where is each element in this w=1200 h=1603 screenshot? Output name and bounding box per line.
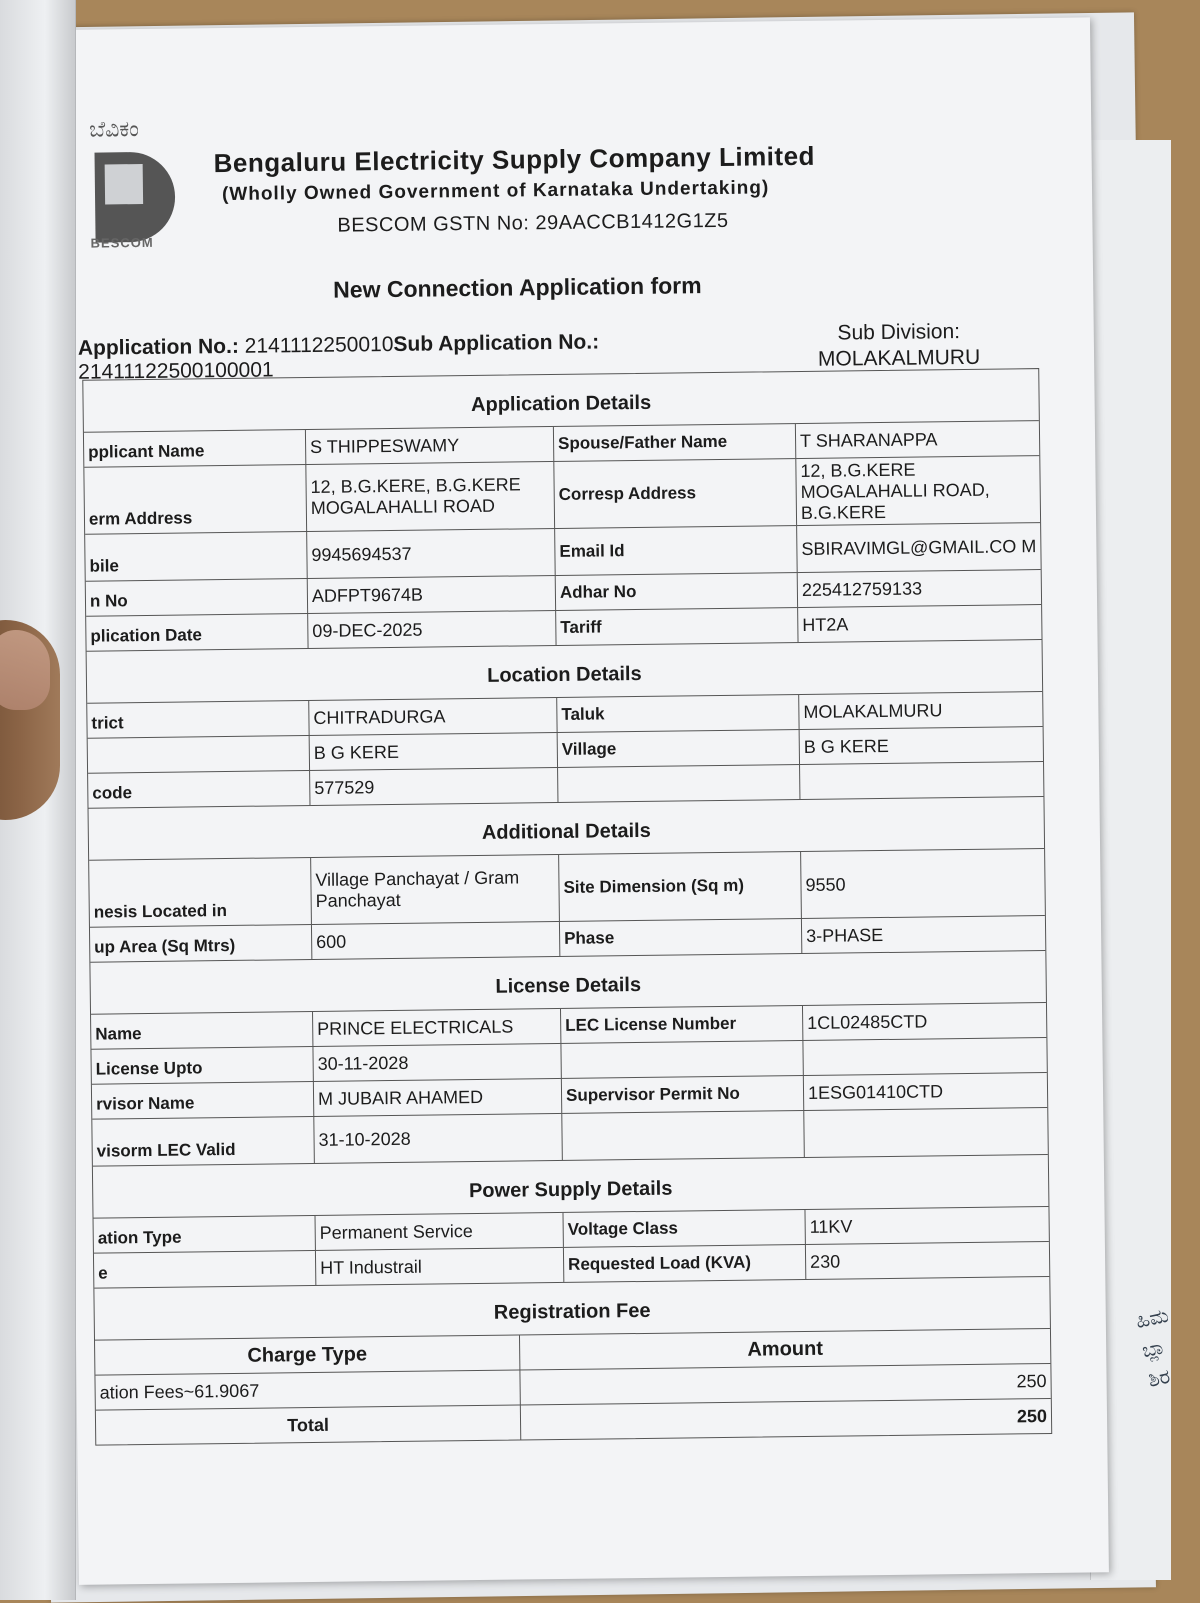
field-label	[561, 1041, 803, 1078]
sub-division	[799, 319, 1000, 373]
field-label: Taluk	[557, 695, 799, 732]
charge-type-header: Charge Type	[95, 1335, 520, 1374]
field-value: SBIRAVIMGL@GMAIL.CO M	[801, 535, 1037, 559]
field-label: erm Address	[84, 465, 307, 534]
field-value: Permanent Service	[316, 1213, 564, 1250]
field-value: HT2A	[802, 613, 849, 635]
field-label: Requested Load (KVA)	[564, 1245, 806, 1282]
field-value: 1ESG01410CTD	[807, 1080, 944, 1103]
field-value: 225412759133	[801, 578, 923, 600]
field-value: 230	[809, 1251, 841, 1272]
field-label: code	[88, 771, 310, 808]
field-label: pplicant Name	[84, 430, 306, 467]
sub-application-label: Sub Application No.:	[393, 330, 600, 356]
total-amount: 250	[1016, 1405, 1048, 1426]
field-label: Village	[558, 730, 800, 767]
field-value: B G KERE	[310, 733, 558, 770]
logo-text: BESCOM	[90, 234, 154, 251]
field-label: rvisor Name	[92, 1082, 314, 1119]
section-license-details: License Details	[90, 951, 1046, 1015]
field-value: 9550	[805, 873, 846, 895]
field-label: Email Id	[555, 526, 798, 575]
field-label: nesis Located in	[89, 858, 312, 927]
application-no-label: Application No.:	[77, 334, 240, 360]
sub-division-label: Sub Division:	[837, 320, 961, 345]
field-value: S THIPPESWAMY	[306, 427, 554, 464]
company-subtitle: (Wholly Owned Government of Karnataka Undertaking)	[221, 177, 770, 206]
table-row	[84, 456, 1040, 535]
section-additional-details: Additional Details	[89, 797, 1045, 861]
charge-type-cell: ation Fees~61.9067	[95, 1370, 520, 1409]
field-value: HT Industrail	[316, 1248, 564, 1285]
field-value: 30-11-2028	[313, 1044, 561, 1081]
gstn-number: BESCOM GSTN No: 29AACCB1412G1Z5	[337, 209, 729, 237]
field-label: Site Dimension (Sq m)	[559, 852, 802, 921]
thumbnail	[0, 630, 50, 710]
field-value: Village Panchayat / Gram Panchayat	[311, 855, 560, 924]
field-value: ADFPT9674B	[308, 576, 556, 613]
sub-division-value: MOLAKALMURU	[817, 345, 981, 371]
field-label	[562, 1111, 805, 1160]
field-label: Adhar No	[556, 573, 798, 610]
field-value: 1CL02485CTD	[807, 1010, 928, 1033]
total-label: Total	[96, 1405, 521, 1444]
margin-handwriting: ಹಿಮ ಬ್ಲಾ ಶಿರ	[1133, 1302, 1173, 1392]
sub-application-value: 21411122500100001	[78, 358, 274, 384]
field-label	[88, 736, 310, 773]
field-value: CHITRADURGA	[309, 698, 557, 735]
field-label: plication Date	[86, 614, 308, 651]
field-value	[803, 1038, 1046, 1075]
logo-b-icon	[95, 152, 176, 243]
field-label: up Area (Sq Mtrs)	[90, 925, 312, 962]
field-value: 3-PHASE	[805, 924, 884, 946]
field-label: trict	[87, 701, 309, 738]
amount-header: Amount	[747, 1337, 824, 1361]
field-value: MOLAKALMURU	[803, 699, 943, 722]
details-table	[82, 368, 1052, 1446]
field-label: bile	[85, 532, 308, 581]
field-value: 577529	[310, 768, 558, 805]
field-value: B G KERE	[803, 735, 889, 757]
section-power-supply-details: Power Supply Details	[93, 1155, 1049, 1219]
field-label	[558, 765, 800, 802]
field-value: 09-DEC-2025	[308, 611, 556, 648]
field-label: LEC License Number	[561, 1006, 803, 1043]
field-label: Corresp Address	[554, 459, 797, 528]
amount-cell: 250	[1016, 1370, 1047, 1391]
field-value: 31-10-2028	[314, 1114, 563, 1163]
field-label: License Upto	[91, 1047, 313, 1084]
field-label: Name	[91, 1012, 313, 1049]
company-name: Bengaluru Electricity Supply Company Limited	[213, 140, 816, 179]
field-label: Tariff	[556, 608, 798, 645]
field-value	[804, 1108, 1048, 1157]
field-label: Voltage Class	[563, 1210, 805, 1247]
field-value: 12, B.G.KERE, B.G.KERE MOGALAHALLI ROAD	[306, 462, 555, 531]
field-value: 9945694537	[307, 529, 556, 578]
section-location-details: Location Details	[87, 640, 1043, 704]
section-application-details: Application Details	[83, 369, 1039, 433]
field-label: Phase	[560, 919, 802, 956]
bescom-logo	[89, 116, 186, 251]
field-label: ation Type	[94, 1216, 316, 1253]
field-label: Spouse/Father Name	[554, 424, 796, 461]
logo-kannada-text: ಬೆವಿಕಂ	[89, 117, 140, 143]
field-label: visorm LEC Valid	[92, 1117, 315, 1166]
section-registration-fee: Registration Fee	[94, 1277, 1050, 1341]
field-label: n No	[86, 579, 308, 616]
field-label: Supervisor Permit No	[562, 1076, 804, 1113]
field-value: 11KV	[809, 1215, 853, 1237]
field-value: 12, B.G.KERE MOGALAHALLI ROAD, B.G.KERE	[800, 459, 990, 523]
application-form-page	[60, 17, 1109, 1584]
field-label: e	[94, 1251, 316, 1288]
field-value	[800, 762, 1043, 799]
field-value: M JUBAIR AHAMED	[314, 1079, 562, 1116]
field-value: PRINCE ELECTRICALS	[313, 1009, 561, 1046]
application-no-value: 2141112250010	[244, 332, 394, 358]
field-value: 600	[312, 922, 560, 959]
field-value: T SHARANAPPA	[799, 428, 938, 451]
table-row	[89, 849, 1045, 928]
form-title: New Connection Application form	[333, 272, 702, 303]
